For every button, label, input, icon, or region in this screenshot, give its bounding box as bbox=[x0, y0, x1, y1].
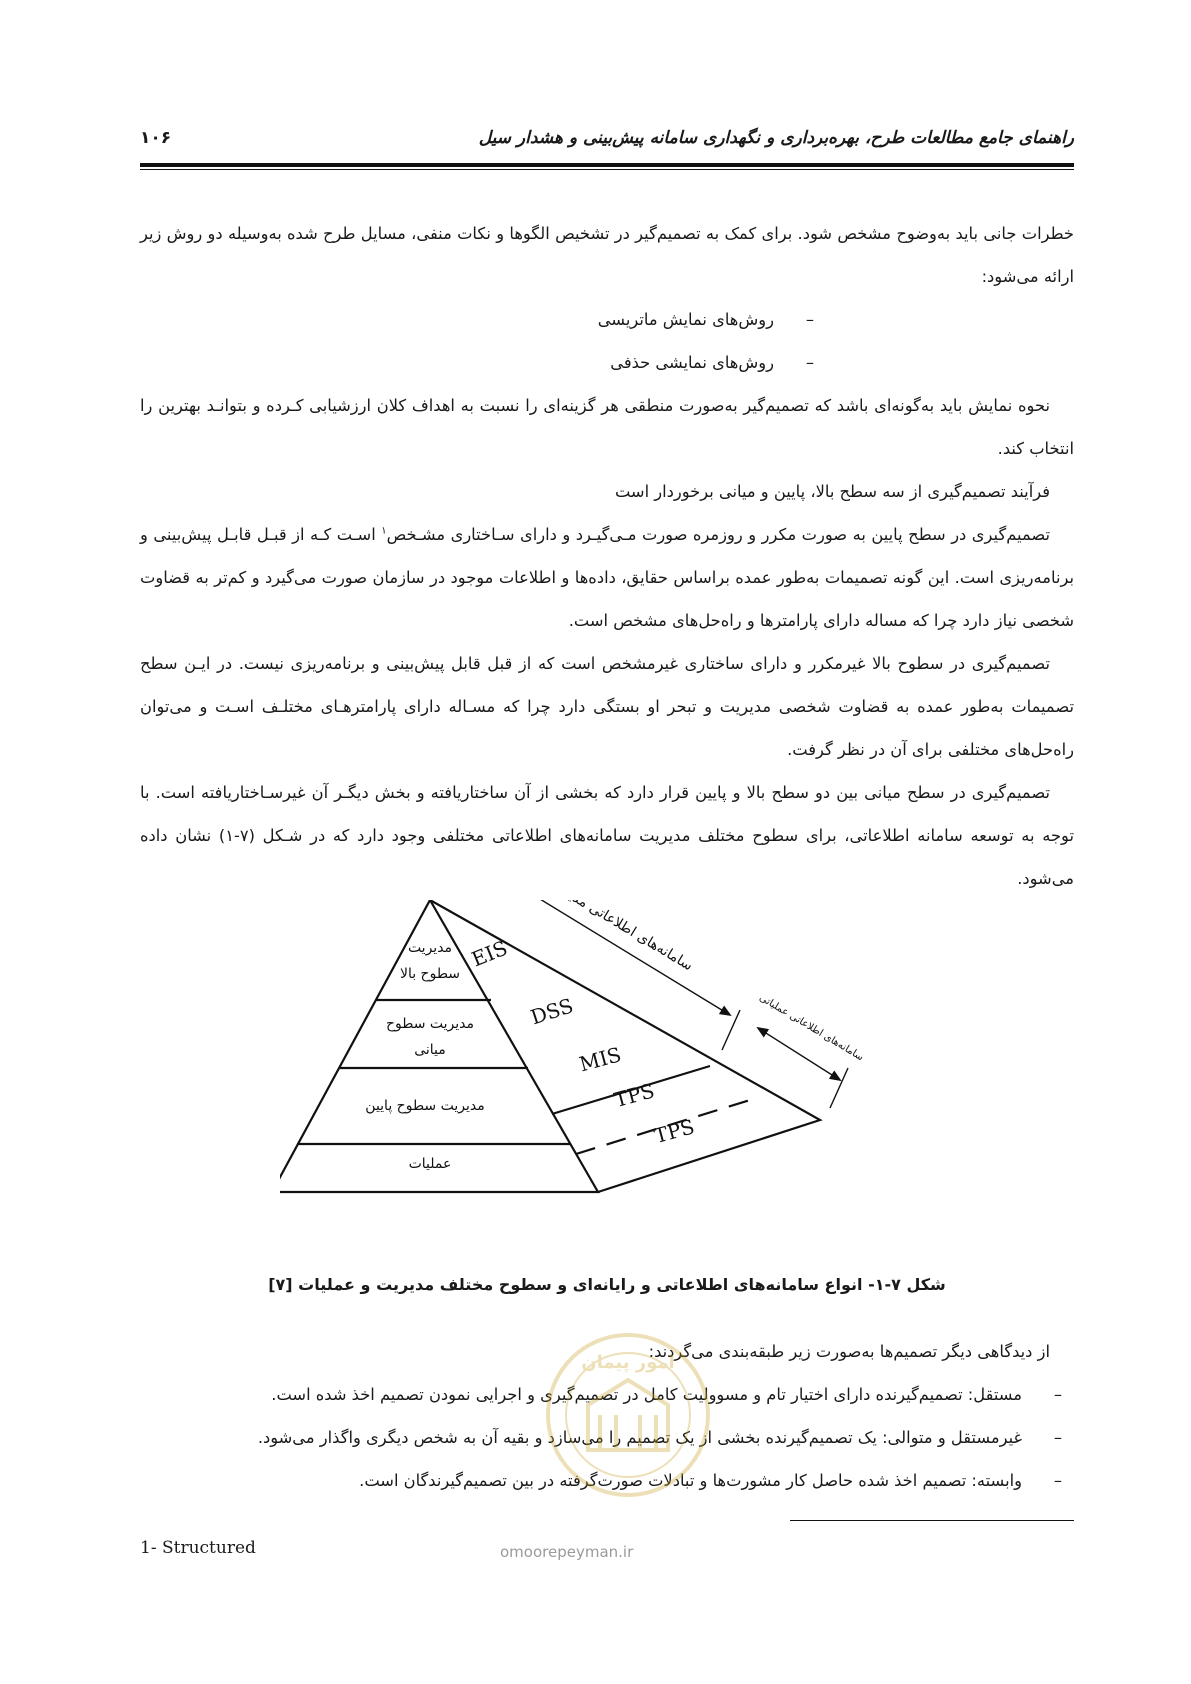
footnote: 1- Structured bbox=[140, 1538, 256, 1558]
arrow-tick bbox=[830, 1068, 848, 1108]
level-label: مدیریت bbox=[407, 940, 453, 956]
system-label-tps: TPS bbox=[611, 1078, 657, 1113]
list-display-methods bbox=[140, 298, 1074, 384]
list-item: – روش‌های نمایش ماتریسی bbox=[140, 298, 1074, 341]
footnote-rule bbox=[790, 1520, 1074, 1521]
pyramid-diagram bbox=[280, 900, 920, 1285]
level-label: مدیریت سطوح bbox=[385, 1016, 475, 1032]
system-label-eis: EIS bbox=[468, 935, 511, 972]
footnote-mark: ۱ bbox=[381, 525, 387, 537]
header-rule-thin bbox=[140, 169, 1074, 170]
paragraph-4-part-a: تصمیم‌گیری در سطح پایین به صورت مکرر و روزمره صورت مـی‌گیـرد و دارای سـاختاری مشـخص bbox=[386, 525, 1051, 544]
classification-intro: از دیدگاهی دیگر تصمیم‌ها به‌صورت زیر طبقه‌بندی می‌گردند: bbox=[648, 1342, 1050, 1361]
header-title: راهنمای جامع مطالعات طرح، بهره‌برداری و نگهداری سامانه پیش‌بینی و هشدار سیل bbox=[478, 128, 1074, 148]
system-label-tps: TPS bbox=[651, 1114, 697, 1149]
watermark-seal-icon bbox=[538, 1320, 718, 1520]
main-body bbox=[140, 212, 1074, 900]
system-label-mis: MIS bbox=[576, 1042, 624, 1077]
header-rule-thick bbox=[140, 163, 1074, 167]
paragraph-1: خطرات جانی باید به‌وضوح مشخص شود. برای کمک به تصمیم‌گیر در تشخیص الگوها و نکات منفی، مسایل طرح شده به‌وسیله دو روش زیر ارائه می‌شود: bbox=[140, 224, 1074, 286]
list-item: – غیرمستقل و متوالی: یک تصمیم‌گیرنده بخشی از یک تصمیم را می‌سازد و بقیه آن به شخص دیگری واگذار می‌شود. bbox=[140, 1416, 1074, 1459]
arrow-label-ops: سامانه‌های اطلاعاتی عملیاتی bbox=[757, 992, 866, 1064]
level-label: میانی bbox=[414, 1042, 446, 1058]
list-item: – مستقل: تصمیم‌گیرنده دارای اختیار تام و مسوولیت کامل در تصمیم‌گیری و اجرایی نمودن تصمیم اخذ شده است. bbox=[140, 1373, 1074, 1416]
level-label: عملیات bbox=[408, 1156, 452, 1172]
arrow-label-mis: سامانه‌های اطلاعاتی مدیریت bbox=[544, 900, 696, 975]
list-item: – وابسته: تصمیم اخذ شده حاصل کار مشورت‌ها و تبادلات صورت‌گرفته در بین تصمیم‌گیرندگان است. bbox=[140, 1459, 1074, 1502]
watermark-text: omoorepeyman.ir bbox=[500, 1543, 634, 1561]
list-item: – روش‌های نمایشی حذفی bbox=[140, 341, 1074, 384]
watermark-seal-text: امور پیمان bbox=[581, 1352, 675, 1373]
arrow-tick bbox=[722, 1010, 740, 1050]
system-label-dss: DSS bbox=[527, 993, 577, 1030]
paragraph-3: فرآیند تصمیم‌گیری از سه سطح بالا، پایین و میانی برخوردار است bbox=[614, 482, 1050, 501]
level-label: مدیریت سطوح پایین bbox=[365, 1098, 485, 1114]
pyramid-figure bbox=[280, 900, 920, 1285]
paragraph-5: تصمیم‌گیری در سطوح بالا غیرمکرر و دارای ساختاری غیرمشخص است که از قبل قابل پیش‌بینی و برنامه‌ریزی نیست. در ایـن سطح تصمیمات به‌طور عمده به قضاوت شخصی مدیریت و تبحر او بستگی دارد چرا که مسـاله دارای پارامترهـای مختلـف اسـت و می‌توان راه‌حل‌های مختلفی برای آن در نظر گرفت. bbox=[140, 654, 1074, 759]
paragraph-2: نحوه نمایش باید به‌گونه‌ای باشد که تصمیم‌گیر به‌صورت منطقی هر گزینه‌ای را نسبت به اهداف کلان ارزشیابی کـرده و بتوانـد بهترین را انتخاب کند. bbox=[140, 396, 1074, 458]
paragraph-4-part-b: اسـت کـه از قبـل قابـل پیش‌بینی و برنامه‌ریزی است. این گونه تصمیمات به‌طور عمده براساس حقایق، داده‌ها و اطلاعات موجود در سازمان صورت می‌گیرد و کم‌تر به قضاوت شخصی نیاز دارد چرا که مساله دارای پارامترها و راه‌حل‌های مشخص است. bbox=[140, 525, 1074, 630]
figure-caption: شکل ۷-۱- انواع سامانه‌های اطلاعاتی و رایانه‌ای و سطوح مختلف مدیریت و عملیات [۷] bbox=[268, 1275, 946, 1294]
paragraph-4 bbox=[140, 513, 1074, 642]
paragraph-6: تصمیم‌گیری در سطح میانی بین دو سطح بالا و پایین قرار دارد که بخشی از آن ساختاریافته و بخش دیگـر آن غیرسـاختاریافته است. با توجه به توسعه سامانه اطلاعاتی، برای سطوح مختلف مدیریت سامانه‌های اطلاعاتی مختلفی وجود دارد که در شـکل (۷-۱) نشان داده می‌شود. bbox=[140, 783, 1074, 888]
page-number: ۱۰۶ bbox=[140, 128, 172, 148]
running-header bbox=[140, 122, 1074, 162]
level-label: سطوح بالا bbox=[399, 966, 461, 982]
